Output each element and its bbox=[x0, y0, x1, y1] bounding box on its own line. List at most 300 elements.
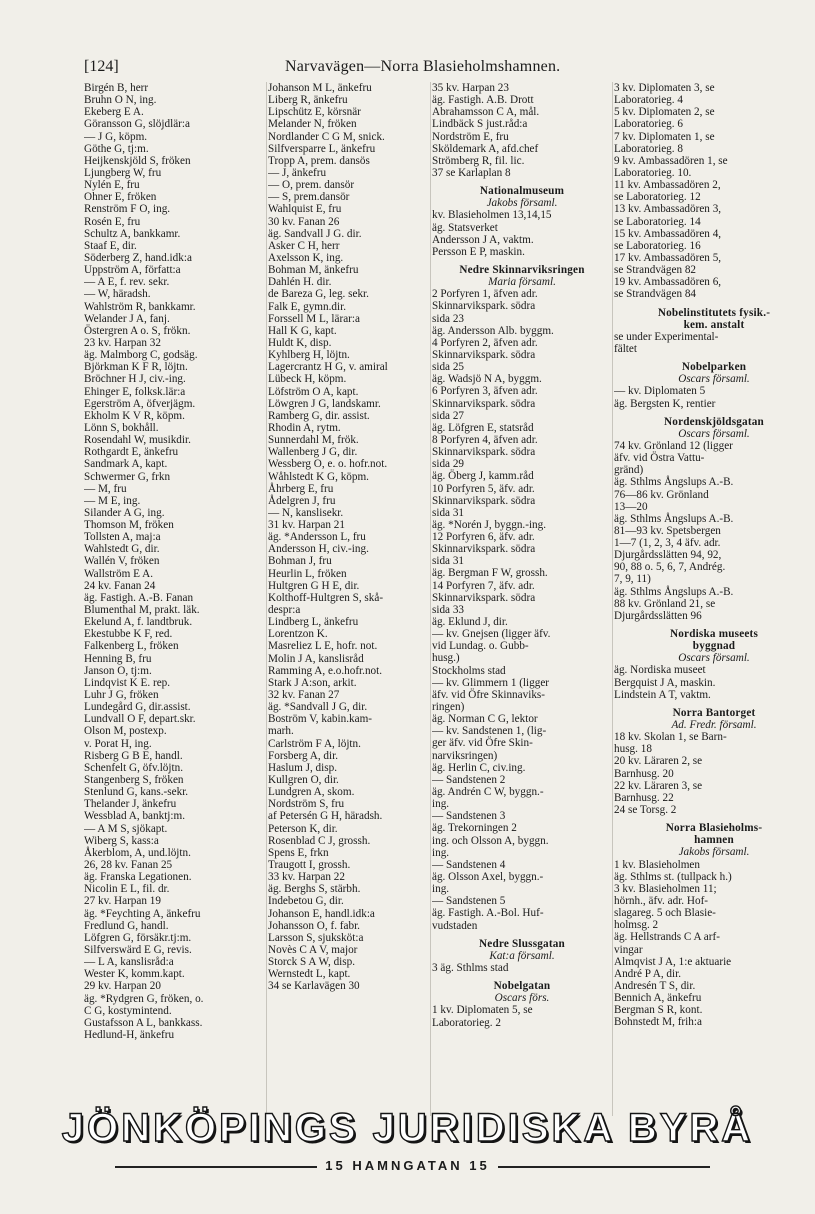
entry-line: Axelsson K, ing. bbox=[268, 251, 344, 264]
entry-line: se Laboratorieg. 16 bbox=[614, 239, 701, 252]
block-line: 29 kv. Harpan 20 bbox=[84, 980, 161, 993]
entry-line: Molin J A, kanslisråd bbox=[268, 652, 364, 665]
block-line: 13 kv. Ambassadören 3, bbox=[614, 203, 722, 216]
entry-line: Renström F O, ing. bbox=[84, 203, 171, 216]
street-heading: Norra Bantorget bbox=[672, 706, 756, 719]
entry-line: äg. Berghs S, stärbh. bbox=[268, 883, 361, 896]
entry-line: Ramberg G, dir. assist. bbox=[268, 409, 370, 422]
block-line: 33 kv. Harpan 22 bbox=[268, 871, 345, 884]
block-line: 81—93 kv. Spetsbergen bbox=[614, 524, 721, 537]
street-heading: Norra Blasieholms- bbox=[665, 822, 763, 835]
entry-line: — N, kanslisekr. bbox=[268, 506, 344, 519]
entry-line: despr:a bbox=[268, 604, 301, 617]
entry-line: se Strandvägen 84 bbox=[614, 288, 697, 301]
entry-line: Fredlund G, handl. bbox=[84, 919, 169, 932]
entry-line: — Sandstenen 5 bbox=[432, 895, 506, 908]
entry-line: äg. Sthlms Ångslups A.-B. bbox=[614, 476, 734, 489]
entry-line: Silfverswärd E G, revis. bbox=[84, 943, 192, 956]
entry-line: Lindstein A T, vaktm. bbox=[614, 688, 711, 701]
entry-line: äg. Wadsjö N A, byggm. bbox=[432, 373, 542, 386]
entry-line: Bruhn O N, ing. bbox=[84, 94, 157, 107]
entry-line: ing. bbox=[432, 798, 450, 811]
entry-line: — L A, kanslisråd:a bbox=[84, 956, 174, 969]
entry-line: — Sandstenen 2 bbox=[432, 773, 506, 786]
column-divider bbox=[612, 82, 613, 1116]
entry-line: äg. Herlin C, civ.ing. bbox=[432, 761, 526, 774]
entry-line: Djurgårdsslätten 94, 92, bbox=[614, 549, 722, 562]
directory-column-3 bbox=[432, 82, 612, 1029]
entry-line: Bröchner H J, civ.-ing. bbox=[84, 373, 186, 386]
directory-column-4 bbox=[614, 82, 814, 1029]
entry-line: Blumenthal M, prakt. läk. bbox=[84, 604, 200, 617]
parish-label: Kat:a församl. bbox=[489, 949, 555, 962]
block-line: 10 Porfyren 5, äfv. adr. bbox=[432, 482, 535, 495]
entry-line: — O, prem. dansör bbox=[268, 179, 355, 192]
entry-line: Janson O, tj:m. bbox=[84, 664, 152, 677]
entry-line: Ekelund A, f. landtbruk. bbox=[84, 616, 193, 629]
block-line: 12 Porfyren 6, äfv. adr. bbox=[432, 531, 535, 544]
entry-line: Wallenberg J G, dir. bbox=[268, 446, 358, 459]
entry-line: Johanson E, handl.idk:a bbox=[268, 907, 375, 920]
entry-line: äg. Eklund J, dir. bbox=[432, 616, 508, 629]
entry-line: ger äfv. vid Öfre Skin- bbox=[432, 737, 533, 750]
entry-line: äg. *Norén J, byggn.-ing. bbox=[432, 518, 547, 531]
entry-line: Ljungberg W, fru bbox=[84, 166, 162, 179]
entry-line: Spens E, frkn bbox=[268, 846, 329, 859]
block-line: 30 kv. Fanan 26 bbox=[268, 215, 340, 228]
block-line: 6 Porfyren 3, äfven adr. bbox=[432, 385, 538, 398]
entry-line: sida 33 bbox=[432, 603, 465, 616]
entry-line: 1—7 (1, 2, 3, 4 äfv. adr. bbox=[614, 537, 721, 550]
entry-line: Lorentzon K. bbox=[268, 628, 328, 641]
entry-line: äg. *Sandvall J G, dir. bbox=[268, 701, 368, 714]
entry-line: marh. bbox=[268, 725, 294, 738]
entry-line: äg. Statsverket bbox=[432, 221, 498, 234]
entry-line: Lundvall O F, depart.skr. bbox=[84, 713, 196, 726]
entry-line: Schwermer G, frkn bbox=[84, 470, 171, 483]
block-line: 9 kv. Ambassadören 1, se bbox=[614, 154, 728, 167]
parish-label: Jakobs församl. bbox=[678, 846, 750, 859]
entry-line: Stangenberg S, fröken bbox=[84, 774, 184, 787]
parish-label: Oscars församl. bbox=[678, 373, 750, 386]
entry-line: Bennich A, änkefru bbox=[614, 992, 702, 1005]
block-line: — kv. Glimmern 1 (ligger bbox=[432, 676, 550, 689]
block-line: 1 kv. Diplomaten 5, se bbox=[432, 1004, 533, 1017]
block-line: 26, 28 kv. Fanan 25 bbox=[84, 859, 173, 871]
entry-line: Wåhlstedt K G, köpm. bbox=[268, 470, 369, 483]
street-heading: Nobelinstitutets fysik.- bbox=[657, 306, 771, 319]
block-line: 18 kv. Skolan 1, se Barn- bbox=[614, 731, 727, 744]
entry-line: Skinnarvikspark. södra bbox=[432, 300, 536, 313]
entry-line: Traugott I, grossh. bbox=[268, 859, 351, 871]
entry-line: Sunnerdahl M, frök. bbox=[268, 434, 359, 447]
entry-line: Laboratorieg. 6 bbox=[614, 118, 683, 131]
street-heading: Nobelgatan bbox=[493, 980, 551, 993]
entry-line: äg. Trekorningen 2 bbox=[432, 822, 517, 835]
entry-line: Masreliez L E, hofr. not. bbox=[268, 640, 378, 653]
block-line: — kv. Gnejsen (ligger äfv. bbox=[432, 628, 551, 641]
entry-line: Björkman K F R, löjtn. bbox=[84, 361, 188, 374]
entry-line: äg. Öberg J, kamm.råd bbox=[432, 470, 534, 483]
block-line: 76—86 kv. Grönland bbox=[614, 488, 709, 501]
entry-line: Lönn S, bokhåll. bbox=[84, 421, 159, 434]
entry-line: — J G, köpm. bbox=[84, 130, 148, 143]
entry-line: se Laboratorieg. 12 bbox=[614, 191, 701, 204]
entry-line: — A M S, sjökapt. bbox=[84, 822, 168, 835]
entry-line: Birgén B, herr bbox=[84, 82, 149, 94]
entry-line: 13—20 bbox=[614, 500, 648, 513]
block-line: 19 kv. Ambassadören 6, bbox=[614, 276, 722, 289]
entry-line: Wiberg S, kass:a bbox=[84, 834, 159, 847]
entry-line: äg. Malmborg C, godsäg. bbox=[84, 349, 198, 362]
entry-line: Åkerblom, A, und.löjtn. bbox=[84, 846, 191, 859]
entry-line: slagareg. 5 och Blasie- bbox=[614, 907, 716, 920]
entry-line: äg. Sthlms st. (tullpack h.) bbox=[614, 870, 732, 883]
entry-line: Östergren A o. S, frökn. bbox=[84, 324, 191, 337]
entry-line: — M, fru bbox=[84, 482, 127, 495]
page-title: Narvavägen—Norra Blasieholmshamnen. bbox=[285, 58, 561, 75]
parish-label: Oscars förs. bbox=[494, 992, 550, 1005]
entry-line: Rosenblad C J, grossh. bbox=[268, 834, 371, 847]
entry-line: Åhrberg E, fru bbox=[268, 482, 334, 495]
block-line: 8 Porfyren 4, äfven adr. bbox=[432, 433, 538, 446]
entry-line: v. Porat H, ing. bbox=[84, 737, 152, 750]
entry-line: äg. Fastigh. A.B. Drott bbox=[432, 94, 534, 107]
entry-line: — J, änkefru bbox=[268, 166, 327, 179]
parish-label: Oscars församl. bbox=[678, 427, 750, 440]
block-line: 22 kv. Läraren 3, se bbox=[614, 779, 703, 792]
entry-line: Tropp A, prem. dansös bbox=[268, 154, 370, 167]
entry-line: sida 31 bbox=[432, 506, 465, 519]
entry-line: Silfversparre L, änkefru bbox=[268, 142, 376, 155]
entry-line: Andersson J A, vaktm. bbox=[432, 233, 534, 246]
street-heading: Nationalmuseum bbox=[479, 185, 565, 198]
entry-line: Lundgren A, skom. bbox=[268, 786, 355, 799]
entry-line: sida 29 bbox=[432, 458, 465, 471]
entry-line: Stenlund G, kans.-sekr. bbox=[84, 786, 189, 799]
street-heading: Nedre Slussgatan bbox=[479, 937, 565, 950]
entry-line: Indebetou G, dir. bbox=[268, 895, 344, 908]
street-heading: Nedre Skinnarviksringen bbox=[459, 263, 585, 276]
entry-line: äg. Olsson Axel, byggn.- bbox=[432, 871, 544, 883]
entry-line: Skinnarvikspark. södra bbox=[432, 543, 536, 556]
entry-line: Hall K G, kapt. bbox=[268, 324, 337, 337]
entry-line: äg. *Rydgren G, fröken, o. bbox=[84, 992, 204, 1005]
entry-line: Storck S A W, disp. bbox=[268, 956, 356, 969]
entry-line: gränd) bbox=[614, 464, 644, 477]
entry-line: Lübeck H, köpm. bbox=[268, 373, 347, 386]
entry-line: Thelander J, änkefru bbox=[84, 798, 177, 811]
block-line: 7 kv. Diplomaten 1, se bbox=[614, 130, 715, 143]
entry-line: Lipschütz E, körsnär bbox=[268, 106, 361, 119]
entry-line: Wahlquist E, fru bbox=[268, 203, 342, 216]
entry-line: — W, häradsh. bbox=[84, 288, 151, 301]
entry-line: Liberg R, änkefru bbox=[268, 94, 348, 107]
entry-line: Larsson S, sjuksköt:a bbox=[268, 931, 364, 944]
entry-line: Wessblad A, banktj:m. bbox=[84, 810, 186, 823]
entry-line: äg. Hellstrands C A arf- bbox=[614, 931, 720, 944]
entry-line: — Sandstenen 3 bbox=[432, 810, 506, 823]
entry-line: Andersson H, civ.-ing. bbox=[268, 543, 369, 556]
entry-line: Stark J A:son, arkit. bbox=[268, 676, 357, 689]
entry-line: — Sandstenen 4 bbox=[432, 858, 506, 871]
entry-line: Gustafsson A L, bankkass. bbox=[84, 1016, 203, 1029]
entry-line: Egerström A, öfverjägm. bbox=[84, 397, 196, 410]
entry-line: Tollsten A, maj:a bbox=[84, 531, 161, 544]
street-heading: Nobelparken bbox=[681, 361, 747, 374]
entry-line: Melander N, fröken bbox=[268, 118, 357, 131]
entry-line: Lundegård G, dir.assist. bbox=[84, 701, 191, 714]
entry-line: — A E, f. rev. sekr. bbox=[84, 276, 170, 289]
entry-line: Huldt K, disp. bbox=[268, 336, 332, 349]
entry-line: Ekholm K V R, köpm. bbox=[84, 409, 185, 422]
parish-label: Oscars församl. bbox=[678, 652, 750, 665]
entry-line: Rhodin A, rytm. bbox=[268, 421, 341, 434]
street-heading: byggnad bbox=[692, 640, 736, 653]
entry-line: hörnh., äfv. adr. Hof- bbox=[614, 895, 709, 907]
entry-line: Risberg G B E, handl. bbox=[84, 749, 183, 762]
entry-line: Skinnarvikspark. södra bbox=[432, 348, 536, 361]
entry-line: Wallén V, fröken bbox=[84, 555, 160, 568]
entry-line: de Bareza G, leg. sekr. bbox=[268, 288, 369, 301]
entry-line: sida 23 bbox=[432, 312, 465, 325]
block-line: 24 kv. Fanan 24 bbox=[84, 579, 156, 592]
block-line: 35 kv. Harpan 23 bbox=[432, 82, 509, 94]
entry-line: Löwgren J G, landskamr. bbox=[268, 397, 381, 410]
entry-line: Bergquist J A, maskin. bbox=[614, 676, 716, 689]
entry-line: Nicolin E L, fil. dr. bbox=[84, 883, 170, 896]
entry-line: André P A, dir. bbox=[614, 967, 682, 980]
entry-line: Wernstedt L, kapt. bbox=[268, 968, 351, 981]
entry-line: äg. Franska Legationen. bbox=[84, 871, 192, 884]
entry-line: Welander J A, fanj. bbox=[84, 312, 170, 325]
block-line: — kv. Diplomaten 5 bbox=[614, 385, 706, 398]
street-heading: kem. anstalt bbox=[683, 318, 745, 331]
entry-line: Söderberg Z, hand.idk:a bbox=[84, 251, 192, 264]
entry-line: Ådelgren J, fru bbox=[268, 494, 336, 507]
entry-line: Ohner E, fröken bbox=[84, 191, 157, 204]
entry-line: Olson M, postexp. bbox=[84, 725, 167, 738]
entry-line: narviksringen) bbox=[432, 749, 498, 762]
entry-line: Wessberg O, e. o. hofr.not. bbox=[268, 458, 388, 471]
entry-line: Hedlund-H, änkefru bbox=[84, 1028, 175, 1041]
entry-line: äg. Andrén C W, byggn.- bbox=[432, 786, 544, 799]
entry-line: äg. Sthlms Ångslups A.-B. bbox=[614, 585, 734, 598]
entry-line: Forssell M L, lärar:a bbox=[268, 312, 360, 325]
parish-label: Jakobs församl. bbox=[486, 197, 558, 210]
entry-line: Löfström O A, kapt. bbox=[268, 385, 359, 398]
entry-line: Persson E P, maskin. bbox=[432, 245, 525, 258]
entry-line: Boström V, kabin.kam- bbox=[268, 713, 373, 726]
street-heading: hamnen bbox=[694, 834, 734, 847]
entry-line: Abrahamsson C A, mål. bbox=[432, 106, 540, 119]
entry-line: 90, 88 o. 5, 6, 7, Andrég. bbox=[614, 561, 726, 574]
entry-line: Schultz A, bankkamr. bbox=[84, 227, 181, 240]
block-line: 27 kv. Harpan 19 bbox=[84, 895, 161, 908]
entry-line: Novès C A V, major bbox=[268, 943, 358, 956]
entry-line: Wahlström R, bankkamr. bbox=[84, 300, 196, 313]
entry-line: Uppström A, författ:a bbox=[84, 264, 181, 277]
entry-line: af Petersén G H, häradsh. bbox=[268, 810, 383, 823]
entry-line: äg. Nordiska museet bbox=[614, 664, 706, 677]
entry-line: äg. Löfgren E, statsråd bbox=[432, 421, 534, 434]
entry-line: Göthe G, tj:m. bbox=[84, 142, 149, 155]
entry-line: Carlström F A, löjtn. bbox=[268, 737, 361, 750]
entry-line: Nordström E, fru bbox=[432, 130, 509, 143]
directory-column-1 bbox=[84, 82, 266, 1041]
entry-line: Thomson M, fröken bbox=[84, 519, 174, 532]
entry-line: Barnhusg. 22 bbox=[614, 791, 674, 804]
entry-line: se under Experimental- bbox=[614, 330, 719, 343]
entry-line: äfv. vid Östra Vattu- bbox=[614, 452, 705, 465]
entry-line: äg. Fastigh. A.-B. Fanan bbox=[84, 591, 194, 604]
entry-line: Ekeberg E A. bbox=[84, 106, 144, 119]
entry-line: Heurlin L, fröken bbox=[268, 567, 347, 580]
entry-line: Johanson M L, änkefru bbox=[268, 82, 372, 94]
entry-line: sida 31 bbox=[432, 555, 465, 568]
entry-line: Wahlstedt G, dir. bbox=[84, 543, 160, 556]
block-line: 24 se Torsg. 2 bbox=[614, 804, 677, 817]
entry-line: husg. 18 bbox=[614, 743, 652, 756]
entry-line: 7, 9, 11) bbox=[614, 573, 651, 586]
entry-line: fältet bbox=[614, 342, 637, 355]
entry-line: äg. Bergsten K, rentier bbox=[614, 397, 716, 410]
block-line: 88 kv. Grönland 21, se bbox=[614, 597, 716, 610]
entry-line: Kyhlberg H, löjtn. bbox=[268, 349, 350, 362]
entry-line: äg. *Andersson L, fru bbox=[268, 531, 366, 544]
entry-line: Rosén E, fru bbox=[84, 215, 141, 228]
entry-line: Falk E, gymn.dir. bbox=[268, 300, 347, 313]
entry-line: Laboratorieg. 2 bbox=[432, 1016, 501, 1029]
entry-line: Ekestubbe K F, red. bbox=[84, 628, 173, 641]
entry-line: Peterson K, dir. bbox=[268, 822, 338, 835]
entry-line: — S, prem.dansör bbox=[268, 191, 350, 204]
entry-line: Andresén T S, dir. bbox=[614, 979, 696, 992]
block-line: 5 kv. Diplomaten 2, se bbox=[614, 106, 715, 119]
entry-line: Skinnarvikspark. södra bbox=[432, 397, 536, 410]
entry-line: C G, kostymintend. bbox=[84, 1004, 172, 1017]
column-divider bbox=[430, 82, 431, 1116]
block-line: 4 Porfyren 2, äfven adr. bbox=[432, 336, 538, 349]
entry-line: kv. Blasieholmen 13,14,15 bbox=[432, 209, 552, 222]
entry-line: Djurgårdsslätten 96 bbox=[614, 609, 702, 622]
block-line: 17 kv. Ambassadören 5, bbox=[614, 251, 722, 264]
entry-line: Heijkenskjöld S, fröken bbox=[84, 154, 191, 167]
entry-line: Nylén E, fru bbox=[84, 179, 140, 192]
entry-line: husg.) bbox=[432, 652, 460, 665]
entry-line: Löfgren G, försäkr.tj:m. bbox=[84, 931, 192, 944]
entry-line: Skinnarvikspark. södra bbox=[432, 591, 536, 604]
entry-line: Strömberg R, fil. lic. bbox=[432, 154, 525, 167]
entry-line: Kullgren O, dir. bbox=[268, 774, 339, 787]
block-line: 14 Porfyren 7, äfv. adr. bbox=[432, 579, 535, 592]
entry-line: Johansson O, f. fabr. bbox=[268, 919, 360, 932]
entry-line: vudstaden bbox=[432, 919, 478, 932]
entry-line: Forsberg A, dir. bbox=[268, 749, 339, 762]
entry-line: Nordlander C G M, snick. bbox=[268, 130, 385, 143]
entry-line: Henning B, fru bbox=[84, 652, 152, 665]
entry-line: ing. bbox=[432, 846, 450, 859]
entry-line: Göransson G, slöjdlär:a bbox=[84, 118, 190, 131]
block-line: 3 kv. Blasieholmen 11; bbox=[614, 882, 717, 895]
entry-line: Sandmark A, kapt. bbox=[84, 458, 168, 471]
entry-line: Laboratorieg. 4 bbox=[614, 94, 683, 107]
block-line: 23 kv. Harpan 32 bbox=[84, 336, 161, 349]
entry-line: — M E, ing. bbox=[84, 494, 141, 507]
block-line: 1 kv. Blasieholmen bbox=[614, 858, 700, 871]
entry-line: äg. Andersson Alb. byggm. bbox=[432, 324, 554, 337]
entry-line: Schenfelt G, öfv.löjtn. bbox=[84, 761, 184, 774]
entry-line: sida 27 bbox=[432, 409, 465, 422]
advertisement-title: JÖNKÖPINGS JURIDISKA BYRÅ bbox=[61, 1106, 754, 1150]
entry-line: Lindqvist K E. rep. bbox=[84, 676, 171, 689]
entry-line: Lagercrantz H G, v. amiral bbox=[268, 361, 388, 374]
directory-column-2 bbox=[268, 82, 430, 993]
entry-line: Asker C H, herr bbox=[268, 239, 340, 252]
entry-line: äfv. vid Öfre Skinnaviks- bbox=[432, 688, 545, 701]
entry-line: Falkenberg L, fröken bbox=[84, 640, 179, 653]
street-heading: Nordenskjöldsgatan bbox=[664, 415, 764, 428]
block-line: 11 kv. Ambassadören 2, bbox=[614, 179, 721, 192]
entry-line: Staaf E, dir. bbox=[84, 239, 137, 252]
block-line: 31 kv. Harpan 21 bbox=[268, 519, 345, 532]
entry-line: vid Lundag. o. Gubb- bbox=[432, 640, 529, 653]
entry-line: Ehinger E, folksk.lär:a bbox=[84, 385, 186, 398]
entry-line: äg. Sthlms Ångslups A.-B. bbox=[614, 512, 734, 525]
block-line: 74 kv. Grönland 12 (ligger bbox=[614, 439, 733, 452]
entry-line: Sköldemark A, afd.chef bbox=[432, 142, 539, 155]
entry-line: Bohman J, fru bbox=[268, 555, 332, 568]
entry-line: ing. och Olsson A, byggn. bbox=[432, 834, 549, 847]
entry-line: äg. *Feychting A, änkefru bbox=[84, 907, 201, 920]
block-line: 37 se Karlaplan 8 bbox=[432, 166, 511, 179]
entry-line: sida 25 bbox=[432, 361, 465, 374]
column-divider bbox=[266, 82, 267, 1116]
advertisement-subtitle: 15 HAMNGATAN 15 bbox=[317, 1158, 497, 1173]
advertisement-address bbox=[0, 1157, 815, 1177]
entry-line: Bergman S R, kont. bbox=[614, 1004, 703, 1017]
entry-line: holmsg. 2 bbox=[614, 919, 659, 932]
entry-line: Skinnarvikspark. södra bbox=[432, 494, 536, 507]
entry-line: äg. Fastigh. A.-Bol. Huf- bbox=[432, 907, 544, 920]
parish-label: Maria församl. bbox=[488, 276, 556, 289]
parish-label: Ad. Fredr. församl. bbox=[671, 719, 757, 732]
entry-line: Nordström S, fru bbox=[268, 798, 345, 811]
block-line: 15 kv. Ambassadören 4, bbox=[614, 227, 722, 240]
entry-line: ringen) bbox=[432, 701, 465, 714]
entry-line: äg. Sandvall J G. dir. bbox=[268, 227, 362, 240]
entry-line: Skinnarvikspark. södra bbox=[432, 446, 536, 459]
entry-line: äg. Norman C G, lektor bbox=[432, 713, 538, 726]
entry-line: vingar bbox=[614, 943, 643, 956]
entry-line: Rosendahl W, musikdir. bbox=[84, 434, 191, 447]
block-line: 32 kv. Fanan 27 bbox=[268, 689, 340, 702]
entry-line: Ramming A, e.o.hofr.not. bbox=[268, 664, 383, 677]
entry-line: Haslum J, disp. bbox=[268, 761, 337, 774]
block-line: 20 kv. Läraren 2, se bbox=[614, 755, 703, 768]
entry-line: se Strandvägen 82 bbox=[614, 264, 697, 277]
block-line: — kv. Sandstenen 1, (lig- bbox=[432, 725, 547, 738]
block-line: 3 kv. Diplomaten 3, se bbox=[614, 82, 715, 94]
entry-line: ing. bbox=[432, 883, 450, 896]
entry-line: Kolthoff-Hultgren S, skå- bbox=[268, 591, 384, 604]
entry-line: Stockholms stad bbox=[432, 664, 506, 677]
page-number: [124] bbox=[84, 58, 119, 75]
entry-line: Barnhusg. 20 bbox=[614, 767, 674, 780]
entry-line: Hultgren G H E, dir. bbox=[268, 579, 360, 592]
street-heading: Nordiska museets bbox=[669, 628, 759, 641]
entry-line: Lindbäck S just.råd:a bbox=[432, 118, 528, 131]
